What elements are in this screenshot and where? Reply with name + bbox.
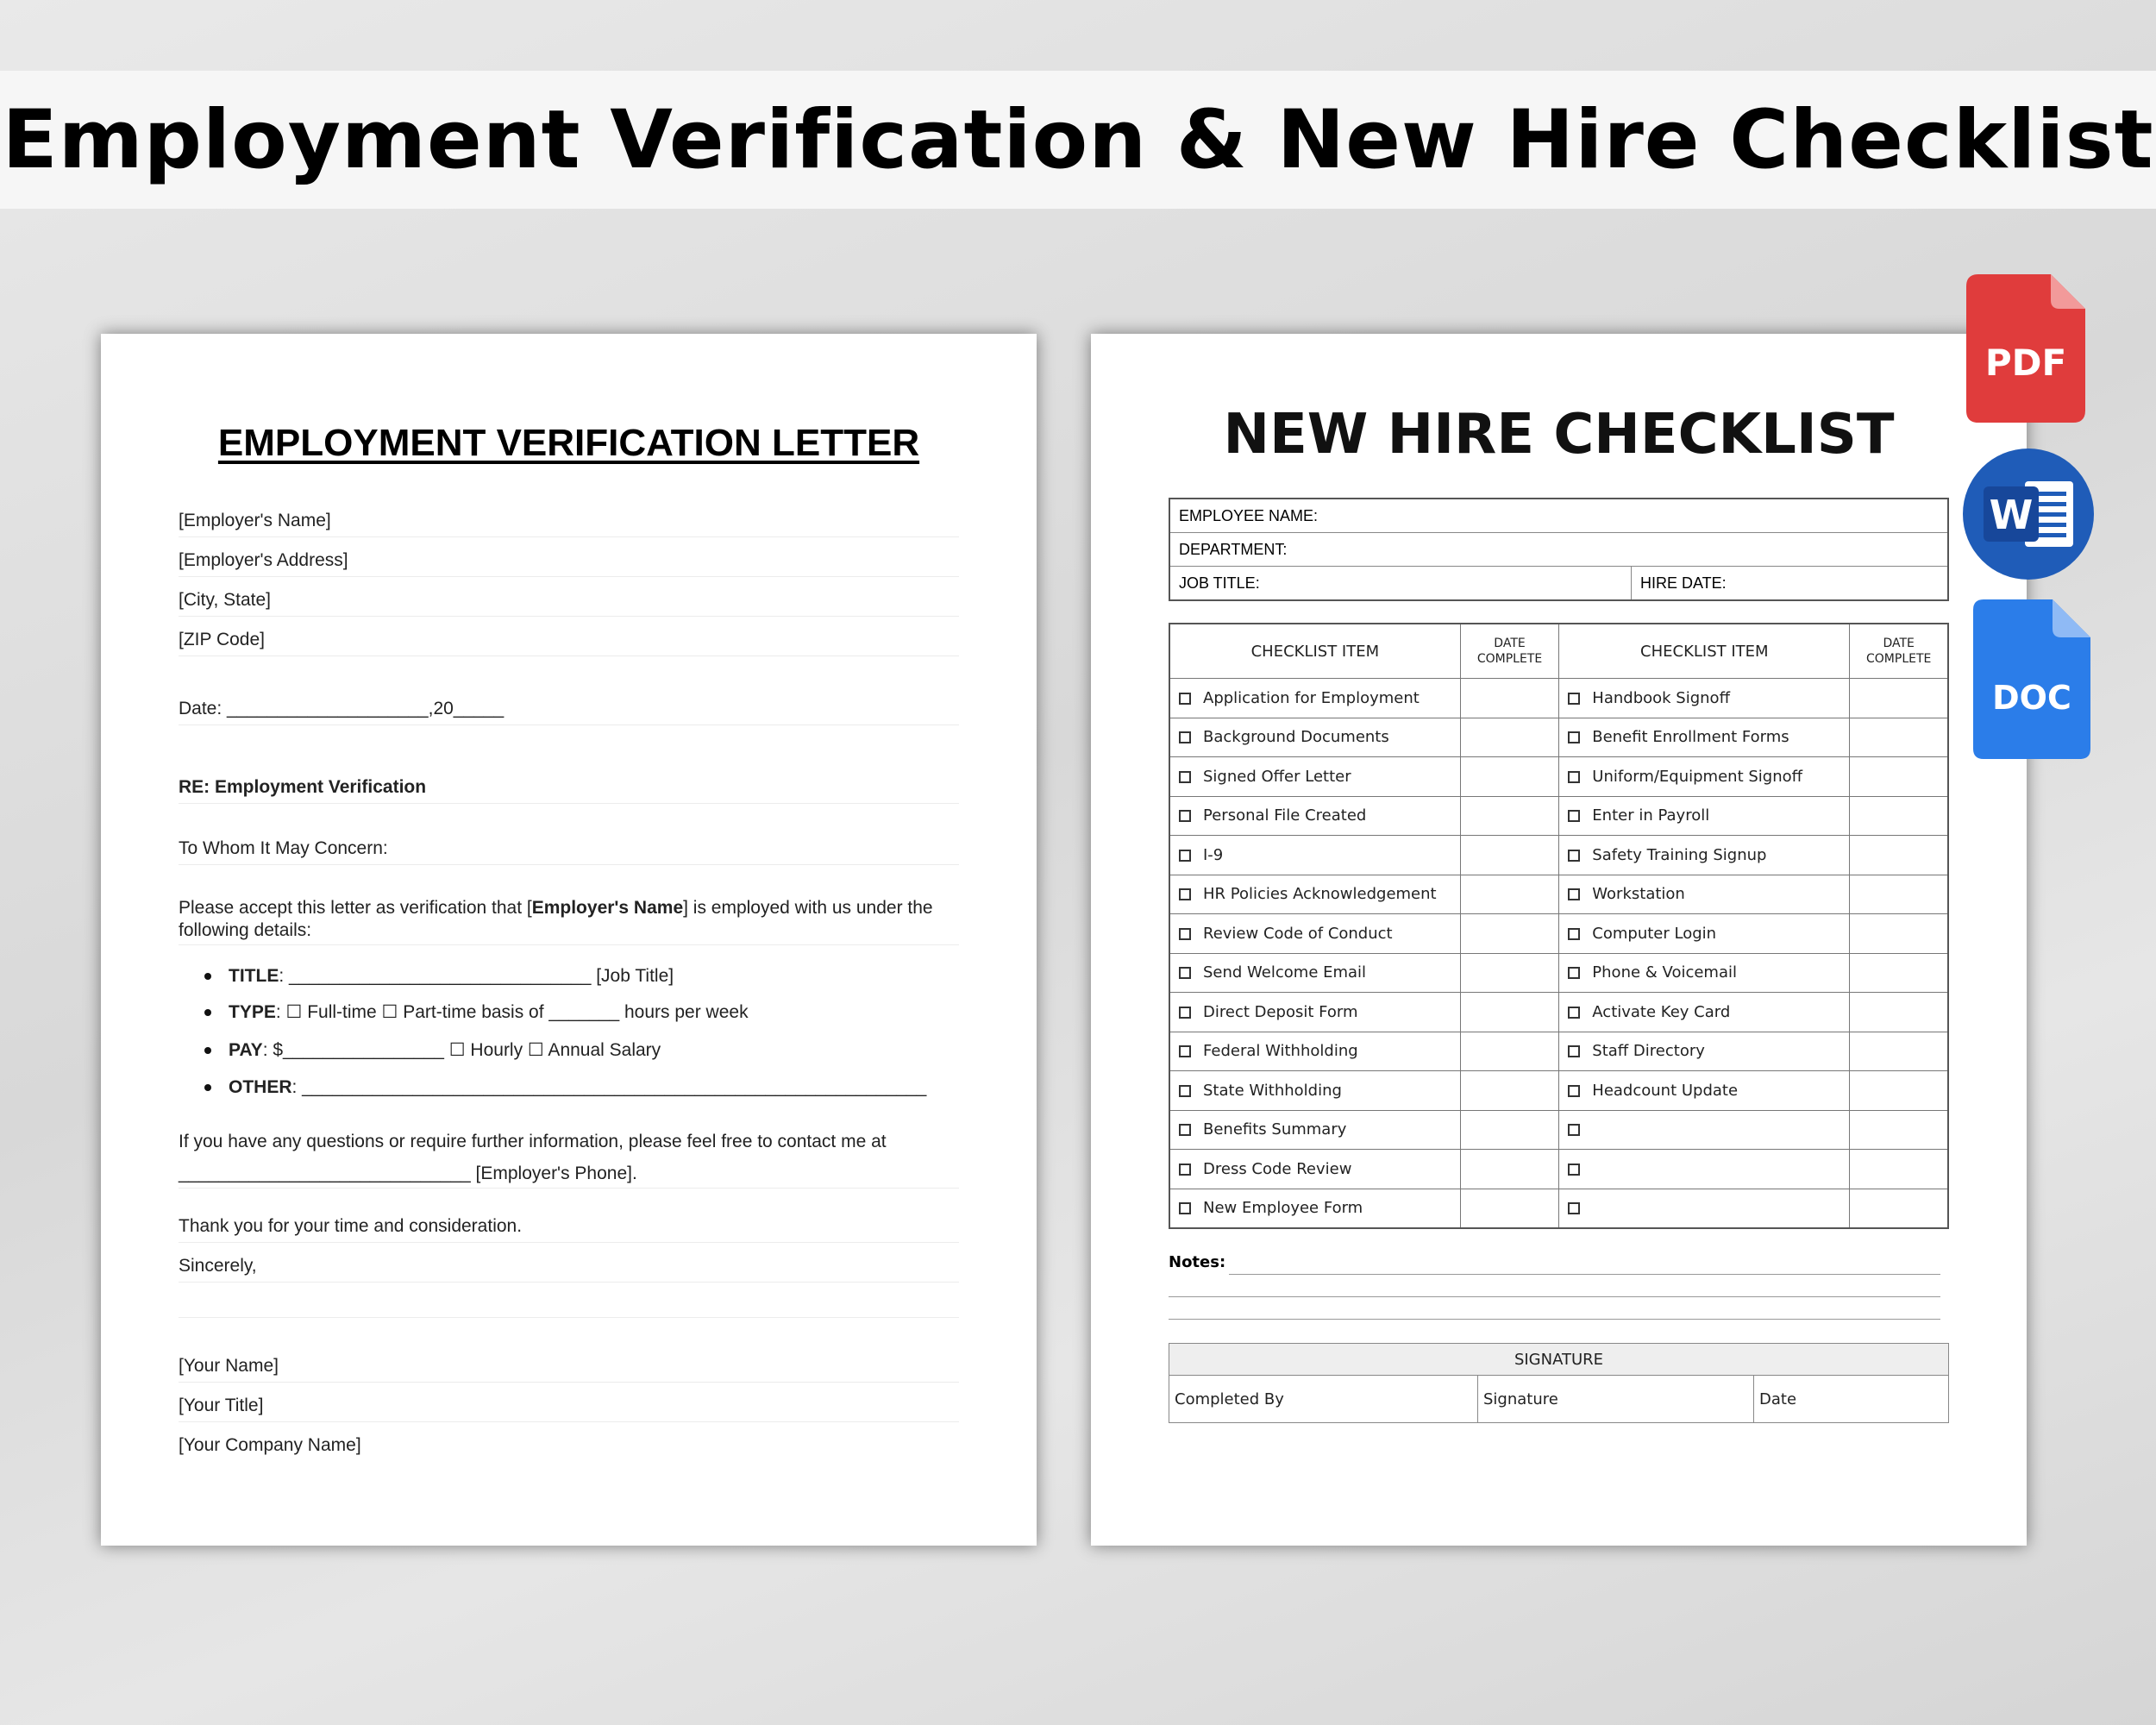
divider	[179, 576, 959, 577]
checklist-item	[1559, 1071, 1850, 1111]
divider	[179, 1382, 959, 1383]
col-header-item: CHECKLIST ITEM	[1169, 624, 1460, 679]
checklist-item-label: Application for Employment	[1203, 688, 1420, 707]
new-hire-checklist-page	[1091, 334, 2027, 1546]
date-line: Date: ____________________,20_____	[179, 699, 505, 718]
employer-name: [Employer's Name]	[179, 511, 331, 530]
checkbox[interactable]	[1179, 1124, 1191, 1136]
checklist-item-label: Handbook Signoff	[1592, 688, 1730, 707]
table-row	[1169, 796, 1948, 836]
checklist-item-label: Enter in Payroll	[1592, 806, 1710, 825]
bullet-text: : ______________________________ [Job Title]	[279, 966, 674, 986]
checklist-item	[1559, 1189, 1850, 1228]
date-complete-cell[interactable]	[1850, 836, 1948, 875]
signature-box	[1169, 1343, 1949, 1423]
divider	[179, 616, 959, 617]
job-title-label[interactable]: JOB TITLE:	[1170, 567, 1632, 599]
your-company: [Your Company Name]	[179, 1435, 361, 1455]
table-row	[1169, 1110, 1948, 1150]
divider	[179, 944, 959, 945]
checklist-item	[1559, 993, 1850, 1032]
checkbox[interactable]	[1568, 1085, 1580, 1097]
checklist-table	[1169, 623, 1949, 1229]
date-complete-cell[interactable]	[1850, 1110, 1948, 1150]
department-row[interactable]	[1170, 533, 1947, 567]
your-title: [Your Title]	[179, 1396, 264, 1415]
date-complete-cell[interactable]	[1460, 914, 1559, 954]
date-complete-cell[interactable]	[1460, 679, 1559, 718]
table-row	[1169, 953, 1948, 993]
date-complete-cell[interactable]	[1460, 796, 1559, 836]
checkbox[interactable]	[1568, 888, 1580, 900]
zip-code: [ZIP Code]	[179, 630, 265, 649]
checklist-item-label: Workstation	[1592, 885, 1685, 904]
bullet-dot	[204, 1084, 211, 1091]
job-title-row	[1170, 567, 1947, 599]
date-complete-cell[interactable]	[1460, 993, 1559, 1032]
re-line: RE: Employment Verification	[179, 777, 427, 797]
date-complete-cell[interactable]	[1850, 875, 1948, 914]
notes-line[interactable]	[1229, 1274, 1940, 1275]
checkbox[interactable]	[1179, 967, 1191, 979]
checklist-item	[1169, 1110, 1460, 1150]
checkbox[interactable]	[1568, 771, 1580, 783]
date-complete-cell[interactable]	[1850, 993, 1948, 1032]
closing: Sincerely,	[179, 1256, 257, 1276]
pay-bullet	[204, 1039, 661, 1061]
checklist-item	[1169, 718, 1460, 757]
date-complete-cell[interactable]	[1850, 796, 1948, 836]
checklist-item-label: New Employee Form	[1203, 1199, 1363, 1218]
notes-label: Notes:	[1169, 1253, 1226, 1271]
checkbox[interactable]	[1179, 731, 1191, 743]
date-label: DATE	[1494, 637, 1526, 650]
intro-paragraph	[179, 898, 933, 919]
bullet-label: TYPE	[229, 1002, 276, 1022]
col-header-item: CHECKLIST ITEM	[1559, 624, 1850, 679]
table-row	[1169, 836, 1948, 875]
checkbox[interactable]	[1179, 1085, 1191, 1097]
intro-continued: following details:	[179, 920, 312, 940]
checkbox[interactable]	[1568, 693, 1580, 705]
your-name: [Your Name]	[179, 1356, 279, 1376]
bullet-label: TITLE	[229, 966, 279, 986]
checkbox[interactable]	[1179, 693, 1191, 705]
divider	[179, 536, 959, 537]
bullet-dot	[204, 1009, 211, 1016]
signature-field[interactable]: Signature	[1478, 1376, 1754, 1422]
checklist-item	[1559, 1150, 1850, 1189]
checklist-item-label: Computer Login	[1592, 924, 1717, 943]
checklist-item	[1169, 1189, 1460, 1228]
date-complete-cell[interactable]	[1460, 1150, 1559, 1189]
doc-label: DOC	[1992, 679, 2071, 717]
table-row	[1169, 1032, 1948, 1071]
checklist-item-label: Benefit Enrollment Forms	[1592, 728, 1789, 747]
checkbox[interactable]	[1568, 928, 1580, 940]
checklist-item-label: Direct Deposit Form	[1203, 1002, 1358, 1021]
completed-by-field[interactable]: Completed By	[1169, 1376, 1478, 1422]
pdf-label: PDF	[1984, 342, 2067, 384]
checklist-item	[1169, 796, 1460, 836]
checklist-item-label: Benefits Summary	[1203, 1120, 1347, 1139]
checklist-item	[1169, 1071, 1460, 1111]
table-row	[1169, 679, 1948, 718]
bullet-text: : ☐ Full-time ☐ Part-time basis of _______ hours per week	[275, 1002, 749, 1022]
checkbox[interactable]	[1568, 810, 1580, 822]
bullet-dot	[204, 1047, 211, 1054]
checkbox[interactable]	[1179, 1202, 1191, 1214]
employee-info-box	[1169, 498, 1949, 601]
checklist-item	[1559, 679, 1850, 718]
checklist-item	[1169, 914, 1460, 954]
checkbox[interactable]	[1179, 771, 1191, 783]
word-icon	[1961, 447, 2096, 581]
employer-address: [Employer's Address]	[179, 550, 348, 570]
table-row	[1169, 993, 1948, 1032]
date-complete-cell[interactable]	[1460, 1110, 1559, 1150]
divider	[179, 1317, 959, 1318]
intro-text: Please accept this letter as verification that [	[179, 898, 532, 918]
date-complete-cell[interactable]	[1460, 1071, 1559, 1111]
table-row	[1169, 1150, 1948, 1189]
table-row	[1169, 914, 1948, 954]
divider	[179, 1242, 959, 1243]
checklist-item	[1169, 757, 1460, 797]
complete-label: COMPLETE	[1476, 652, 1543, 666]
word-label: W	[1989, 492, 2034, 538]
col-header-date	[1850, 624, 1948, 679]
contact-paragraph: If you have any questions or require further information, please feel free to contact me at	[179, 1132, 887, 1151]
bullet-label: OTHER	[229, 1077, 292, 1097]
date-complete-cell[interactable]	[1850, 679, 1948, 718]
hire-date-label[interactable]: HIRE DATE:	[1640, 574, 1727, 592]
checkbox[interactable]	[1568, 967, 1580, 979]
intro-text-end: ] is employed with us under the	[683, 898, 933, 918]
checklist-item-label: Background Documents	[1203, 728, 1389, 747]
checklist-item-label: Headcount Update	[1592, 1081, 1739, 1100]
checkbox[interactable]	[1179, 888, 1191, 900]
doc-file-icon	[1973, 599, 2090, 759]
checkbox[interactable]	[1179, 810, 1191, 822]
checklist-item	[1169, 836, 1460, 875]
checklist-item	[1559, 875, 1850, 914]
date-complete-cell[interactable]	[1460, 757, 1559, 797]
checklist-item-label: Send Welcome Email	[1203, 963, 1367, 982]
city-state: [City, State]	[179, 590, 271, 610]
checklist-item	[1559, 1110, 1850, 1150]
checkbox[interactable]	[1179, 1007, 1191, 1019]
checkbox[interactable]	[1568, 1007, 1580, 1019]
col-header-date	[1460, 624, 1559, 679]
checklist-item	[1169, 1150, 1460, 1189]
checkbox[interactable]	[1568, 1045, 1580, 1057]
checklist-item-label: Activate Key Card	[1592, 1002, 1731, 1021]
checklist-item-label: Staff Directory	[1592, 1042, 1705, 1061]
pdf-file-icon	[1966, 274, 2085, 423]
date-complete-cell[interactable]	[1850, 953, 1948, 993]
checkbox[interactable]	[1568, 1202, 1580, 1214]
date-complete-cell[interactable]	[1850, 718, 1948, 757]
checkbox[interactable]	[1179, 1164, 1191, 1176]
other-bullet	[204, 1077, 926, 1098]
date-complete-cell[interactable]	[1460, 875, 1559, 914]
date-complete-cell[interactable]	[1460, 836, 1559, 875]
date-complete-cell[interactable]	[1460, 718, 1559, 757]
divider	[179, 803, 959, 804]
checklist-item-label: Review Code of Conduct	[1203, 924, 1393, 943]
date-complete-cell[interactable]	[1850, 1150, 1948, 1189]
divider	[179, 724, 959, 725]
checkbox[interactable]	[1179, 850, 1191, 862]
banner-title: Employment Verification & New Hire Checklist	[2, 92, 2154, 187]
checklist-item-label: Dress Code Review	[1203, 1159, 1352, 1178]
title-banner	[0, 71, 2156, 209]
checklist-item	[1559, 953, 1850, 993]
signature-header: SIGNATURE	[1169, 1344, 1948, 1376]
checklist-item-label: State Withholding	[1203, 1081, 1342, 1100]
table-row	[1169, 1071, 1948, 1111]
checklist-item-label: Safety Training Signup	[1592, 845, 1767, 864]
department-label: DEPARTMENT:	[1179, 540, 1288, 558]
bullet-text: : $________________ ☐ Hourly ☐ Annual Salary	[262, 1040, 661, 1060]
letter-title: EMPLOYMENT VERIFICATION LETTER	[217, 422, 920, 464]
verification-letter-page	[101, 334, 1037, 1546]
checkbox[interactable]	[1568, 1164, 1580, 1176]
checkbox[interactable]	[1179, 928, 1191, 940]
date-complete-cell[interactable]	[1850, 757, 1948, 797]
checklist-item-label: Uniform/Equipment Signoff	[1592, 767, 1803, 786]
checklist-item	[1169, 953, 1460, 993]
contact-phone-line: _____________________________ [Employer's Phone].	[179, 1164, 637, 1183]
date-label: DATE	[1883, 637, 1915, 650]
checklist-item-label: HR Policies Acknowledgement	[1203, 885, 1437, 904]
checklist-item-label: I-9	[1203, 845, 1224, 864]
notes-line[interactable]	[1169, 1319, 1940, 1320]
date-complete-cell[interactable]	[1460, 953, 1559, 993]
notes-line[interactable]	[1169, 1296, 1940, 1297]
divider	[179, 1188, 959, 1189]
date-complete-cell[interactable]	[1460, 1189, 1559, 1228]
checklist-item	[1559, 796, 1850, 836]
checkbox[interactable]	[1568, 1124, 1580, 1136]
checkbox[interactable]	[1568, 850, 1580, 862]
table-row	[1169, 1189, 1948, 1228]
date-complete-cell[interactable]	[1460, 1032, 1559, 1071]
date-complete-cell[interactable]	[1850, 914, 1948, 954]
employee-name-row[interactable]	[1170, 499, 1947, 533]
checklist-item	[1559, 757, 1850, 797]
divider	[179, 1421, 959, 1422]
checklist-item-label: Federal Withholding	[1203, 1042, 1358, 1061]
checklist-item	[1169, 993, 1460, 1032]
checklist-item-label: Phone & Voicemail	[1592, 963, 1738, 982]
type-bullet	[204, 1001, 749, 1023]
salutation: To Whom It May Concern:	[179, 838, 388, 858]
table-row	[1169, 718, 1948, 757]
checklist-item	[1559, 1032, 1850, 1071]
checklist-item	[1169, 679, 1460, 718]
checklist-item	[1559, 718, 1850, 757]
title-bullet	[204, 966, 674, 987]
date-complete-cell[interactable]	[1850, 1032, 1948, 1071]
checklist-item	[1559, 836, 1850, 875]
date-field[interactable]: Date	[1759, 1389, 1797, 1408]
thanks-line: Thank you for your time and consideration.	[179, 1216, 523, 1236]
bullet-label: PAY	[229, 1040, 263, 1060]
date-complete-cell[interactable]	[1850, 1189, 1948, 1228]
checklist-item	[1169, 875, 1460, 914]
checklist-item	[1169, 1032, 1460, 1071]
date-complete-cell[interactable]	[1850, 1071, 1948, 1111]
intro-bold-text: Employer's Name	[531, 898, 684, 918]
table-row	[1169, 875, 1948, 914]
divider	[179, 1282, 959, 1283]
checklist-title: NEW HIRE CHECKLIST	[1223, 403, 1895, 467]
divider	[179, 864, 959, 865]
bullet-dot	[204, 973, 211, 980]
employee-name-label: EMPLOYEE NAME:	[1179, 506, 1319, 524]
checklist-item	[1559, 914, 1850, 954]
checkbox[interactable]	[1179, 1045, 1191, 1057]
checklist-item-label: Personal File Created	[1203, 806, 1367, 825]
table-row	[1169, 757, 1948, 797]
complete-label: COMPLETE	[1866, 652, 1932, 666]
checklist-item-label: Signed Offer Letter	[1203, 767, 1351, 786]
bullet-text: : ______________________________________________________________	[291, 1077, 927, 1097]
checkbox[interactable]	[1568, 731, 1580, 743]
